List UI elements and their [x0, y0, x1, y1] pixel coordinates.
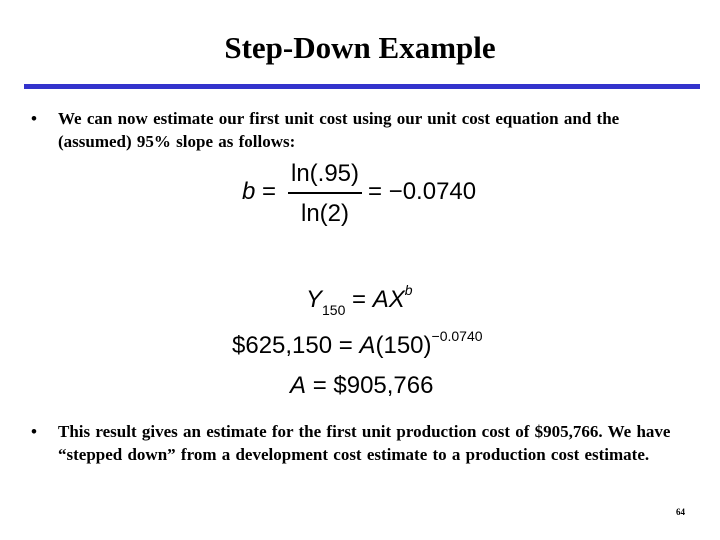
eq2-exponent: b [404, 282, 413, 298]
eq3-lhs: $625,150 [232, 332, 333, 359]
eq2-lhs-var: Y [306, 286, 323, 313]
eq3-equals: = [338, 332, 353, 359]
slide-title: Step-Down Example [224, 30, 496, 65]
eq1-denominator: ln(2) [300, 200, 349, 227]
eq2-equals: = [352, 286, 367, 313]
equation-substitution [232, 328, 483, 360]
eq1-result: = −0.0740 [368, 178, 477, 205]
equation-result [290, 372, 433, 400]
eq4-equals: = [312, 372, 327, 399]
bullet-text-2: This result gives an estimate for the first unit production cost of $905,766. We have “stepped down” from a development cost estimate to a production cost estimate. [58, 422, 671, 464]
eq3-rhs-paren: (150) [375, 332, 432, 359]
bullet-marker-2: • [31, 422, 37, 441]
eq3-exponent: −0.0740 [431, 328, 483, 344]
eq2-lhs-sub: 150 [322, 302, 346, 318]
page-number: 64 [676, 507, 685, 517]
eq1-fraction-bar [288, 192, 362, 194]
bullet-marker-1: • [31, 109, 37, 128]
eq1-equals: = [262, 178, 277, 205]
eq1-numerator: ln(.95) [290, 160, 360, 187]
eq1-lhs: b [242, 178, 256, 205]
eq4-lhs: A [290, 372, 307, 399]
bullet-text-1: We can now estimate our first unit cost using our unit cost equation and the (assumed) 95% slope as follows: [58, 109, 620, 151]
eq2-rhs: AX [372, 286, 405, 313]
eq3-rhs-a: A [359, 332, 376, 359]
eq4-rhs: $905,766 [333, 372, 434, 399]
equation-unit-cost [306, 282, 413, 318]
